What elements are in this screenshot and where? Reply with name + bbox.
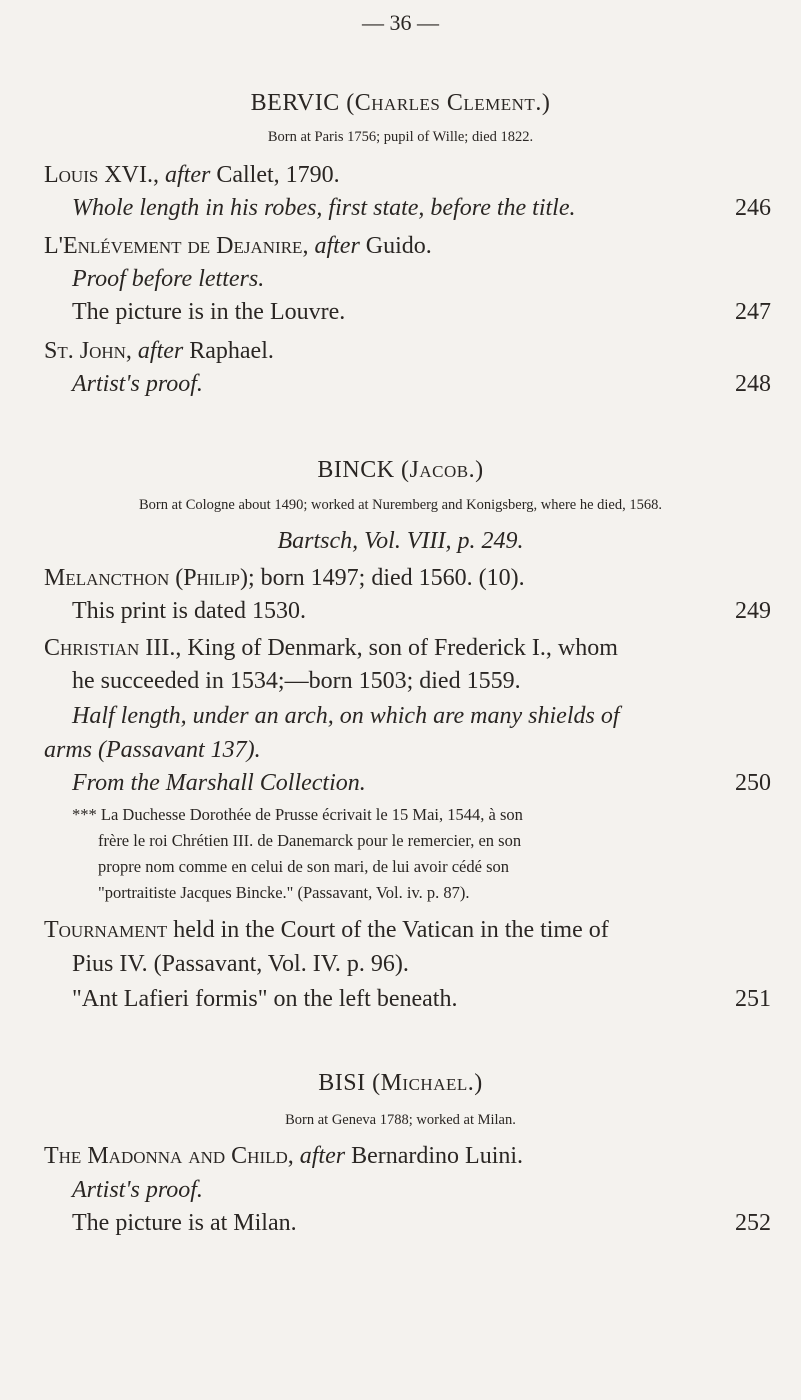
footnote-line-1: *** La Duchesse Dorothée de Prusse écrivait le 15 Mai, 1544, à son: [72, 805, 523, 824]
footnote-line-2: frère le roi Chrétien III. de Danemarck pour le remercier, en son: [98, 831, 522, 850]
entry-desc-249: This print is dated 1530.: [72, 598, 306, 624]
after-name: Guido.: [365, 233, 432, 259]
footnote-line-4: "portraitiste Jacques Bincke." (Passavant, Vol. iv. p. 87).: [98, 883, 470, 902]
lot-number-249: 249: [735, 598, 771, 624]
entry-description: Half length, under an arch, on which are many shields of: [72, 703, 620, 729]
lot-number-252: 252: [735, 1210, 771, 1236]
artist-name: BINCK: [317, 457, 395, 483]
after-name: Raphael.: [189, 338, 274, 364]
artist-bio: Born at Cologne about 1490; worked at Nuremberg and Konigsberg, where he died, 1568.: [139, 497, 662, 513]
entry-desc2-247: The picture is in the Louvre.: [72, 299, 346, 325]
artist-given-name: (Charles Clement.): [346, 90, 551, 116]
entry-desc2-252: The picture is at Milan.: [72, 1210, 297, 1236]
artist-given-name: (Jacob.): [401, 457, 484, 483]
entry-desc2-250: [44, 737, 261, 764]
footnote-line-3: propre nom comme en celui de son mari, de lui avoir cédé son: [98, 857, 509, 876]
artist-heading-bisi: [0, 1070, 801, 1097]
lot-number-247: 247: [735, 299, 771, 325]
after-name: Callet, 1790.: [216, 162, 340, 188]
bartsch-reference: [0, 528, 801, 555]
lot-number-251: 251: [735, 986, 771, 1012]
lot-number-248: 248: [735, 371, 771, 397]
artist-heading-bervic: [0, 90, 801, 117]
artist-name: BERVIC: [250, 90, 340, 116]
after-word: after: [165, 162, 211, 188]
after-name: Bernardino Luini.: [351, 1143, 524, 1169]
print-title: L'Enlévement de Dejanire,: [44, 233, 309, 259]
print-title: Melancthon (Philip): [44, 565, 248, 591]
entry-title-246: [44, 162, 340, 189]
entry-desc-246: [72, 195, 576, 222]
entry-description: Artist's proof.: [72, 371, 203, 397]
artist-given-name: (Michael.): [372, 1070, 483, 1096]
entry-desc-250: [72, 703, 620, 730]
entry-desc-248: [72, 371, 203, 398]
entry-desc-251: "Ant Lafieri formis" on the left beneath.: [72, 986, 458, 1012]
print-title: Louis XVI.,: [44, 162, 159, 188]
entry-desc3-250: [72, 770, 366, 797]
entry-title-250: [44, 635, 618, 662]
reference-text: Bartsch, Vol. VIII, p. 249.: [277, 528, 524, 554]
after-word: after: [137, 338, 184, 364]
entry-desc-247: [72, 266, 264, 293]
entry-desc-252: [72, 1177, 203, 1204]
entry-title-251: [44, 917, 609, 944]
entry-description: Whole length in his robes, first state, before the title.: [72, 195, 576, 221]
print-title: Tournament: [44, 917, 168, 943]
lot-number-250: 250: [735, 770, 771, 796]
entry-line2-251: Pius IV. (Passavant, Vol. IV. p. 96).: [72, 951, 409, 977]
entry-rest: King of Denmark, son of Frederick I., whom: [187, 635, 618, 661]
artist-heading-binck: [0, 457, 801, 484]
print-title: St. John,: [44, 338, 132, 364]
entry-description: From the Marshall Collection.: [72, 770, 366, 796]
artist-bio: Born at Geneva 1788; worked at Milan.: [285, 1112, 516, 1128]
lot-number-246: 246: [735, 195, 771, 221]
artist-bio: Born at Paris 1756; pupil of Wille; died 1822.: [267, 129, 534, 145]
entry-title-248: [44, 338, 274, 365]
after-word: after: [299, 1143, 346, 1169]
print-title: Christian III.,: [44, 635, 182, 661]
entry-title-247: [44, 233, 432, 260]
entry-rest: ; born 1497; died 1560. (10).: [248, 565, 525, 591]
page-number: — 36 —: [362, 10, 439, 35]
after-word: after: [314, 233, 360, 259]
entry-description: Artist's proof.: [72, 1177, 203, 1203]
entry-description: arms (Passavant 137).: [44, 737, 261, 763]
entry-description: Proof before letters.: [72, 266, 265, 292]
entry-line2-250: he succeeded in 1534;—born 1503; died 1559.: [72, 668, 521, 694]
artist-name: BISI: [318, 1070, 366, 1096]
entry-title-252: [44, 1143, 523, 1170]
entry-title-249: [44, 565, 525, 592]
print-title: The Madonna and Child,: [44, 1143, 294, 1169]
entry-rest: held in the Court of the Vatican in the time of: [173, 917, 609, 943]
